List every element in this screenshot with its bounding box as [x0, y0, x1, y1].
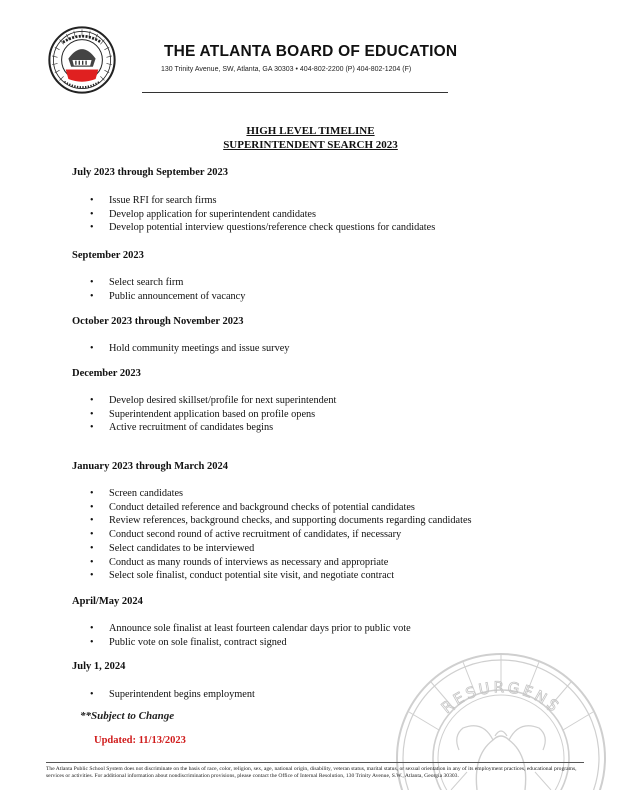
phase-bullet-list	[90, 194, 435, 235]
list-item: • Superintendent application based on profile opens	[90, 408, 336, 422]
phase-bullet-list	[90, 394, 336, 435]
phase-heading: September 2023	[72, 250, 144, 261]
list-item: • Conduct detailed reference and background checks of potential candidates	[90, 501, 472, 515]
list-item: • Develop application for superintendent candidates	[90, 208, 435, 222]
list-item: • Issue RFI for search firms	[90, 194, 435, 208]
list-item: • Public vote on sole finalist, contract signed	[90, 636, 411, 650]
list-item: • Active recruitment of candidates begins	[90, 421, 336, 435]
list-item: • Superintendent begins employment	[90, 688, 255, 702]
phase-heading: July 2023 through September 2023	[72, 167, 228, 178]
list-item: • Review references, background checks, and supporting documents regarding candidates	[90, 514, 472, 528]
organization-name: THE ATLANTA BOARD OF EDUCATION	[164, 43, 458, 60]
phase-bullet-list	[90, 342, 289, 356]
subject-to-change-note: **Subject to Change	[80, 710, 175, 722]
list-item: • Select candidates to be interviewed	[90, 542, 472, 556]
document-title-line-2: SUPERINTENDENT SEARCH 2023	[223, 139, 398, 151]
phase-bullet-list	[90, 276, 245, 303]
updated-date: Updated: 11/13/2023	[94, 735, 186, 746]
document-title-line-1: HIGH LEVEL TIMELINE	[246, 125, 375, 137]
list-item: • Conduct second round of active recruitment of candidates, if necessary	[90, 528, 472, 542]
svg-text:RESURGENS	[438, 678, 564, 717]
list-item: • Select search firm	[90, 276, 245, 290]
phase-heading: January 2023 through March 2024	[72, 461, 228, 472]
list-item: • Select sole finalist, conduct potential site visit, and negotiate contract	[90, 569, 472, 583]
phase-heading: April/May 2024	[72, 596, 143, 607]
list-item: • Public announcement of vacancy	[90, 290, 245, 304]
header-divider	[142, 92, 448, 93]
phase-bullet-list	[90, 622, 411, 649]
organization-address: 130 Trinity Avenue, SW, Atlanta, GA 30303 • 404-802-2200 (P) 404-802-1204 (F)	[161, 66, 412, 73]
phase-heading: July 1, 2024	[72, 661, 126, 672]
phase-heading: October 2023 through November 2023	[72, 316, 244, 327]
list-item: • Screen candidates	[90, 487, 472, 501]
school-seal-icon	[48, 26, 116, 94]
list-item: • Develop desired skillset/profile for next superintendent	[90, 394, 336, 408]
list-item: • Conduct as many rounds of interviews as necessary and appropriate	[90, 556, 472, 570]
phase-bullet-list	[90, 487, 472, 583]
footer-divider	[46, 762, 584, 763]
watermark-text: RESURGENS	[437, 678, 565, 718]
phase-heading: December 2023	[72, 368, 141, 379]
list-item: • Announce sole finalist at least fourteen calendar days prior to public vote	[90, 622, 411, 636]
phase-bullet-list	[90, 688, 255, 702]
list-item: • Hold community meetings and issue survey	[90, 342, 289, 356]
nondiscrimination-footer: The Atlanta Public School System does not discriminate on the basis of race, color, religion, sex, age, national origin, disability, veteran status, marital status, or sexual orientation in any of its employment practices, educational programs, services or activities. For additional information about nondiscrimination provisions, please contact the Office of Internal Resolution, 130 Trinity Avenue, S.W., Atlanta, Georgia 30303.	[46, 766, 577, 779]
list-item: • Develop potential interview questions/reference check questions for candidates	[90, 221, 435, 235]
